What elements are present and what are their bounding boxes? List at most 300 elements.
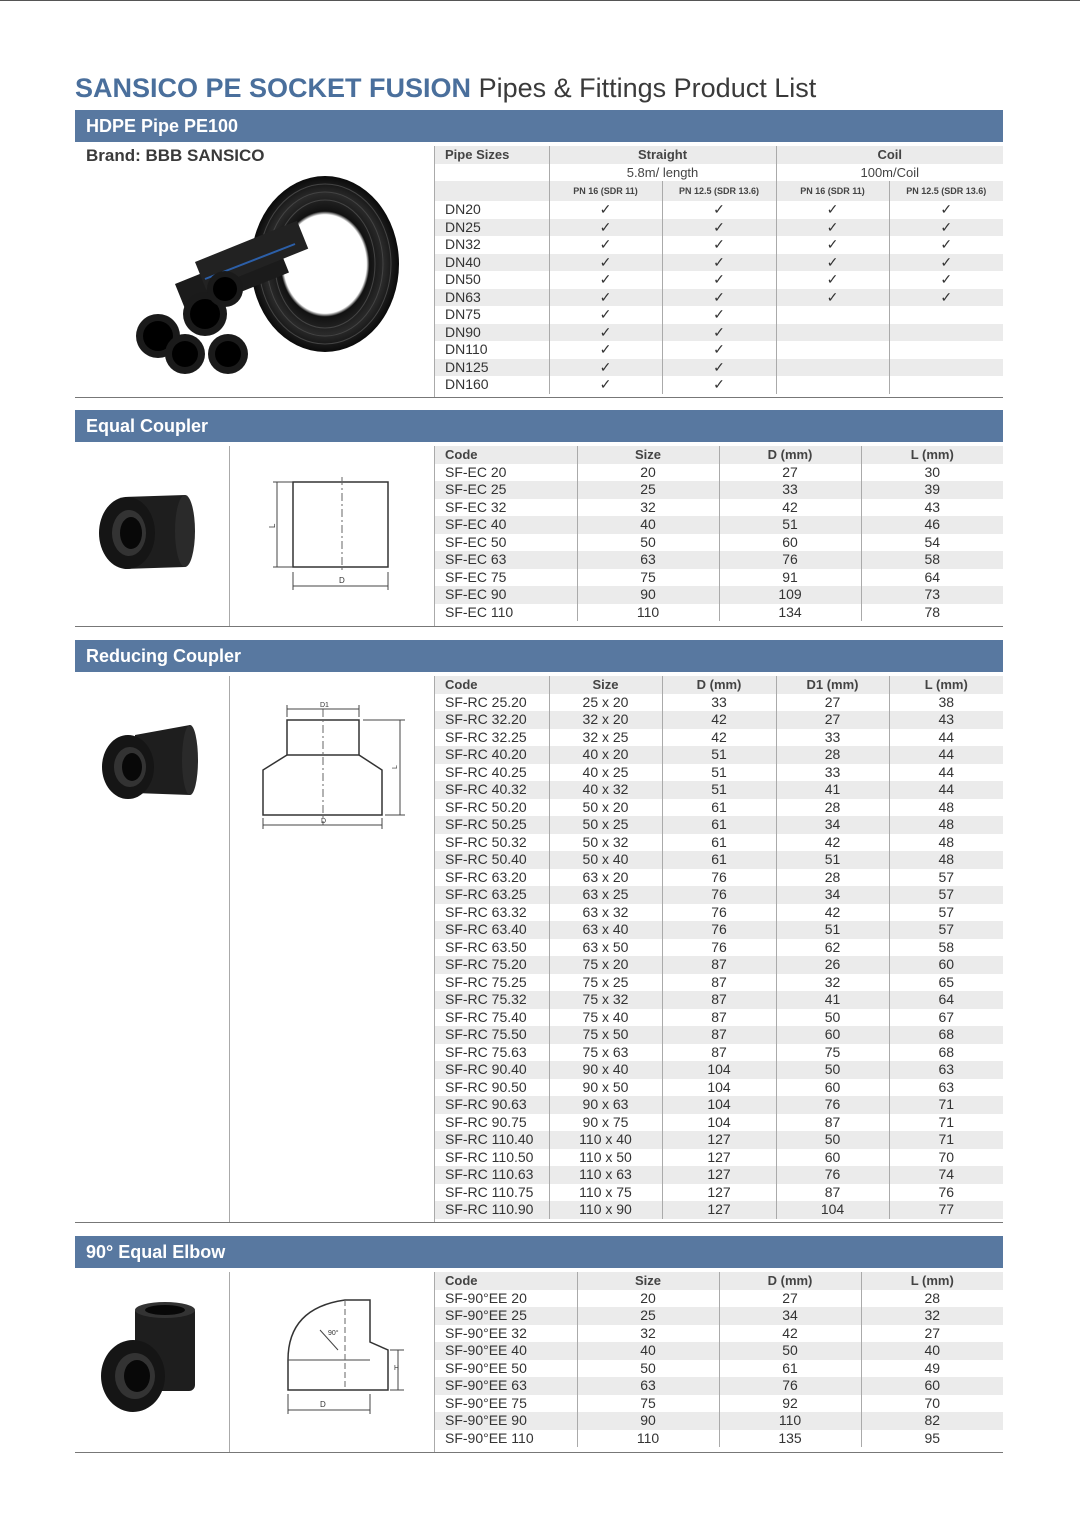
table-row xyxy=(435,1149,1003,1167)
check-icon: ✓ xyxy=(662,324,776,342)
section-header: 90° Equal Elbow xyxy=(75,1236,1003,1268)
table-row xyxy=(435,781,1003,799)
value-cell: 50 xyxy=(776,1009,889,1027)
value-cell: 127 xyxy=(662,1131,776,1149)
table-row xyxy=(435,1290,1003,1308)
empty-cell xyxy=(889,306,1003,324)
diagram-label-l: L xyxy=(392,765,399,769)
empty-cell xyxy=(889,324,1003,342)
value-cell: 87 xyxy=(662,956,776,974)
value-cell: 50 x 20 xyxy=(549,799,662,817)
divider xyxy=(434,146,435,397)
value-cell: 63 x 50 xyxy=(549,939,662,957)
table-row xyxy=(435,1131,1003,1149)
value-cell: 68 xyxy=(889,1044,1003,1062)
code-cell: SF-EC 32 xyxy=(445,498,507,515)
value-cell: 63 x 32 xyxy=(549,904,662,922)
value-cell: 60 xyxy=(889,956,1003,974)
table-row xyxy=(435,1325,1003,1343)
value-cell: 20 xyxy=(577,1290,719,1308)
value-cell: 27 xyxy=(776,711,889,729)
code-cell: SF-RC 32.25 xyxy=(445,728,527,745)
check-icon: ✓ xyxy=(662,359,776,377)
value-cell: 48 xyxy=(889,799,1003,817)
pipe-coil-photo xyxy=(125,164,405,379)
value-cell: 48 xyxy=(889,851,1003,869)
column-header: D (mm) xyxy=(719,446,861,464)
check-icon: ✓ xyxy=(549,376,662,394)
code-cell: SF-RC 32.20 xyxy=(435,711,549,729)
value-cell: 50 x 25 xyxy=(549,816,662,834)
value-cell: 63 xyxy=(889,1079,1003,1097)
value-cell: 42 xyxy=(719,1325,861,1343)
table-row xyxy=(435,711,1003,729)
code-cell: SF-RC 50.25 xyxy=(435,816,549,834)
column-header: L (mm) xyxy=(861,446,1003,464)
code-cell: SF-EC 25 xyxy=(435,481,577,499)
section-equal-coupler xyxy=(75,410,1003,627)
value-cell: 63 x 25 xyxy=(549,886,662,904)
value-cell: 33 xyxy=(719,481,861,499)
value-cell: 42 xyxy=(662,711,776,729)
value-cell: 109 xyxy=(719,586,861,604)
table-row xyxy=(435,376,1003,394)
empty-cell xyxy=(776,341,889,359)
value-cell: 78 xyxy=(861,604,1003,622)
value-cell: 32 xyxy=(861,1307,1003,1325)
check-icon: ✓ xyxy=(662,306,776,324)
diagram-label-d: D xyxy=(339,576,345,585)
table-row xyxy=(435,586,1003,604)
value-cell: 63 xyxy=(577,1377,719,1395)
value-cell: 32 x 20 xyxy=(549,711,662,729)
table-row xyxy=(435,1096,1003,1114)
equal-elbow-diagram xyxy=(270,1290,410,1430)
value-cell: 26 xyxy=(776,956,889,974)
value-cell: 34 xyxy=(719,1307,861,1325)
value-cell: 76 xyxy=(662,921,776,939)
value-cell: 42 xyxy=(662,729,776,747)
value-cell: 127 xyxy=(662,1149,776,1167)
value-cell: 34 xyxy=(776,886,889,904)
table-row xyxy=(435,359,1003,377)
code-cell: SF-90°EE 50 xyxy=(445,1359,527,1376)
divider xyxy=(229,1272,230,1452)
table-row xyxy=(435,464,1003,482)
diagram-label-angle: 90° xyxy=(328,1330,339,1337)
value-cell: 50 xyxy=(719,1342,861,1360)
pipe-size-cell: DN75 xyxy=(445,306,481,322)
table-row xyxy=(435,834,1003,852)
check-icon: ✓ xyxy=(776,289,889,307)
code-cell: SF-90°EE 20 xyxy=(445,1289,527,1306)
value-cell: 27 xyxy=(719,464,861,482)
pipe-size-cell: DN32 xyxy=(445,236,481,252)
code-cell: SF-90°EE 75 xyxy=(445,1394,527,1411)
value-cell: 20 xyxy=(577,464,719,482)
diagram-label-d: D xyxy=(321,818,327,825)
table-row xyxy=(435,991,1003,1009)
code-cell: SF-EC 90 xyxy=(435,586,577,604)
value-cell: 32 xyxy=(776,974,889,992)
brand-label: Brand: BBB SANSICO xyxy=(86,146,265,165)
value-cell: 46 xyxy=(861,516,1003,534)
code-cell: SF-RC 63.40 xyxy=(435,921,549,939)
value-cell: 75 xyxy=(577,1395,719,1413)
code-cell: SF-RC 63.20 xyxy=(445,868,527,885)
value-cell: 41 xyxy=(776,991,889,1009)
value-cell: 50 xyxy=(776,1061,889,1079)
value-cell: 42 xyxy=(776,904,889,922)
code-cell: SF-EC 75 xyxy=(445,568,507,585)
code-cell: SF-RC 110.63 xyxy=(435,1166,549,1184)
code-cell: SF-90°EE 25 xyxy=(435,1307,577,1325)
empty-cell xyxy=(776,306,889,324)
check-icon: ✓ xyxy=(776,201,889,219)
table-row xyxy=(435,1430,1003,1448)
value-cell: 50 x 32 xyxy=(549,834,662,852)
code-cell: SF-RC 63.32 xyxy=(445,903,527,920)
pipe-size-cell: DN25 xyxy=(435,219,549,237)
value-cell: 58 xyxy=(889,939,1003,957)
value-cell: 60 xyxy=(861,1377,1003,1395)
table-row xyxy=(435,569,1003,587)
column-header: D (mm) xyxy=(719,1272,861,1290)
table-row xyxy=(435,1061,1003,1079)
table-row xyxy=(435,516,1003,534)
code-cell: SF-RC 50.40 xyxy=(435,851,549,869)
value-cell: 60 xyxy=(776,1149,889,1167)
code-cell: SF-RC 50.20 xyxy=(445,798,527,815)
value-cell: 76 xyxy=(889,1184,1003,1202)
value-cell: 50 xyxy=(577,1360,719,1378)
value-cell: 92 xyxy=(719,1395,861,1413)
value-cell: 49 xyxy=(861,1360,1003,1378)
value-cell: 76 xyxy=(662,939,776,957)
table-row xyxy=(435,764,1003,782)
code-cell: SF-RC 75.50 xyxy=(435,1026,549,1044)
table-row xyxy=(435,551,1003,569)
check-icon: ✓ xyxy=(549,289,662,307)
code-cell: SF-RC 110.50 xyxy=(445,1148,534,1165)
value-cell: 110 x 40 xyxy=(549,1131,662,1149)
empty-cell xyxy=(889,376,1003,394)
check-icon: ✓ xyxy=(549,201,662,219)
check-icon: ✓ xyxy=(889,219,1003,237)
pipe-size-cell: DN110 xyxy=(445,341,488,357)
pn125-coil: PN 12.5 (SDR 13.6) xyxy=(889,181,1003,201)
value-cell: 51 xyxy=(662,781,776,799)
value-cell: 25 x 20 xyxy=(549,694,662,712)
value-cell: 65 xyxy=(889,974,1003,992)
table-row xyxy=(435,1377,1003,1395)
code-cell: SF-RC 90.50 xyxy=(445,1078,527,1095)
value-cell: 57 xyxy=(889,886,1003,904)
table-row xyxy=(435,1412,1003,1430)
code-cell: SF-EC 110 xyxy=(445,603,514,620)
value-cell: 27 xyxy=(776,694,889,712)
table-row xyxy=(435,1166,1003,1184)
check-icon: ✓ xyxy=(549,236,662,254)
code-cell: SF-RC 75.32 xyxy=(435,991,549,1009)
code-cell: SF-EC 20 xyxy=(445,463,507,480)
value-cell: 51 xyxy=(776,851,889,869)
pipe-size-cell: DN40 xyxy=(435,254,549,272)
table-row xyxy=(435,324,1003,342)
table-row xyxy=(435,1026,1003,1044)
pipe-sizes-header: Pipe Sizes xyxy=(435,146,549,164)
value-cell: 75 x 40 xyxy=(549,1009,662,1027)
value-cell: 51 xyxy=(662,764,776,782)
value-cell: 90 x 40 xyxy=(549,1061,662,1079)
table-row xyxy=(435,219,1003,237)
value-cell: 110 xyxy=(577,604,719,622)
equal-coupler-table xyxy=(435,446,1003,621)
table-row xyxy=(435,1395,1003,1413)
column-header: Size xyxy=(577,1272,719,1290)
value-cell: 25 xyxy=(577,481,719,499)
table-row xyxy=(435,694,1003,712)
top-rule xyxy=(0,0,1080,1)
value-cell: 51 xyxy=(776,921,889,939)
diagram-label-l: L xyxy=(268,523,277,528)
pipe-size-cell: DN125 xyxy=(435,359,549,377)
straight-header: Straight xyxy=(549,146,776,164)
check-icon: ✓ xyxy=(889,254,1003,272)
value-cell: 77 xyxy=(889,1201,1003,1219)
value-cell: 33 xyxy=(662,694,776,712)
code-cell: SF-EC 63 xyxy=(435,551,577,569)
value-cell: 90 xyxy=(577,1412,719,1430)
column-header: Code xyxy=(435,446,577,464)
table-row xyxy=(435,816,1003,834)
value-cell: 75 x 32 xyxy=(549,991,662,1009)
pipe-sizes-table xyxy=(435,146,1003,394)
pipe-size-cell: DN20 xyxy=(445,201,481,217)
value-cell: 63 x 40 xyxy=(549,921,662,939)
table-row xyxy=(435,534,1003,552)
table-row xyxy=(435,1009,1003,1027)
value-cell: 43 xyxy=(861,499,1003,517)
value-cell: 75 xyxy=(577,569,719,587)
table-row xyxy=(435,974,1003,992)
code-cell: SF-RC 75.40 xyxy=(445,1008,527,1025)
column-header: Code xyxy=(435,676,549,694)
reducing-coupler-table xyxy=(435,676,1003,1219)
value-cell: 75 x 25 xyxy=(549,974,662,992)
value-cell: 57 xyxy=(889,904,1003,922)
value-cell: 87 xyxy=(662,1009,776,1027)
value-cell: 61 xyxy=(662,816,776,834)
value-cell: 82 xyxy=(861,1412,1003,1430)
check-icon: ✓ xyxy=(549,306,662,324)
reducing-coupler-diagram xyxy=(255,697,415,832)
value-cell: 71 xyxy=(889,1096,1003,1114)
value-cell: 60 xyxy=(776,1079,889,1097)
code-cell: SF-90°EE 90 xyxy=(435,1412,577,1430)
check-icon: ✓ xyxy=(662,376,776,394)
table-row xyxy=(435,1044,1003,1062)
code-cell: SF-RC 90.63 xyxy=(435,1096,549,1114)
column-header: Size xyxy=(549,676,662,694)
value-cell: 42 xyxy=(776,834,889,852)
code-cell: SF-RC 110.40 xyxy=(435,1131,549,1149)
coil-subheader: 100m/Coil xyxy=(776,164,1003,182)
table-row xyxy=(435,1184,1003,1202)
check-icon: ✓ xyxy=(662,201,776,219)
check-icon: ✓ xyxy=(776,236,889,254)
empty-cell xyxy=(776,376,889,394)
code-cell: SF-RC 90.40 xyxy=(435,1061,549,1079)
value-cell: 58 xyxy=(861,551,1003,569)
value-cell: 87 xyxy=(662,1026,776,1044)
code-cell: SF-RC 90.75 xyxy=(445,1113,527,1130)
value-cell: 76 xyxy=(776,1166,889,1184)
code-cell: SF-RC 40.20 xyxy=(435,746,549,764)
title-rest: Pipes & Fittings Product List xyxy=(478,73,817,103)
table-row xyxy=(435,1342,1003,1360)
equal-coupler-diagram xyxy=(265,472,405,602)
value-cell: 61 xyxy=(719,1360,861,1378)
code-cell: SF-RC 75.20 xyxy=(435,956,549,974)
value-cell: 90 x 63 xyxy=(549,1096,662,1114)
value-cell: 40 x 20 xyxy=(549,746,662,764)
value-cell: 51 xyxy=(719,516,861,534)
value-cell: 91 xyxy=(719,569,861,587)
value-cell: 61 xyxy=(662,834,776,852)
table-row xyxy=(435,1079,1003,1097)
value-cell: 110 xyxy=(719,1412,861,1430)
table-row xyxy=(435,1360,1003,1378)
value-cell: 38 xyxy=(889,694,1003,712)
value-cell: 90 x 50 xyxy=(549,1079,662,1097)
value-cell: 28 xyxy=(776,799,889,817)
check-icon: ✓ xyxy=(549,341,662,359)
value-cell: 64 xyxy=(861,569,1003,587)
value-cell: 40 x 25 xyxy=(549,764,662,782)
code-cell: SF-RC 40.25 xyxy=(445,763,527,780)
divider xyxy=(229,446,230,626)
value-cell: 34 xyxy=(776,816,889,834)
divider xyxy=(229,676,230,1222)
check-icon: ✓ xyxy=(889,201,1003,219)
value-cell: 76 xyxy=(776,1096,889,1114)
value-cell: 60 xyxy=(776,1026,889,1044)
code-cell: SF-RC 63.50 xyxy=(445,938,527,955)
value-cell: 76 xyxy=(719,551,861,569)
code-cell: SF-RC 110.75 xyxy=(445,1183,534,1200)
check-icon: ✓ xyxy=(549,359,662,377)
section-equal-elbow xyxy=(75,1236,1003,1453)
page-title xyxy=(75,73,816,104)
table-row xyxy=(435,289,1003,307)
value-cell: 41 xyxy=(776,781,889,799)
value-cell: 110 x 63 xyxy=(549,1166,662,1184)
code-cell: SF-RC 75.25 xyxy=(445,973,527,990)
check-icon: ✓ xyxy=(889,236,1003,254)
column-header: L (mm) xyxy=(889,676,1003,694)
empty-cell xyxy=(776,324,889,342)
value-cell: 87 xyxy=(662,991,776,1009)
table-row xyxy=(435,956,1003,974)
pipe-size-cell: DN90 xyxy=(435,324,549,342)
code-cell: SF-EC 40 xyxy=(435,516,577,534)
section-header: Reducing Coupler xyxy=(75,640,1003,672)
pipe-size-cell: DN160 xyxy=(445,376,489,392)
value-cell: 75 x 50 xyxy=(549,1026,662,1044)
value-cell: 64 xyxy=(889,991,1003,1009)
value-cell: 50 xyxy=(577,534,719,552)
value-cell: 43 xyxy=(889,711,1003,729)
check-icon: ✓ xyxy=(776,219,889,237)
value-cell: 76 xyxy=(662,904,776,922)
value-cell: 74 xyxy=(889,1166,1003,1184)
check-icon: ✓ xyxy=(889,289,1003,307)
check-icon: ✓ xyxy=(662,236,776,254)
value-cell: 68 xyxy=(889,1026,1003,1044)
value-cell: 110 x 50 xyxy=(549,1149,662,1167)
table-row xyxy=(435,341,1003,359)
table-row xyxy=(435,746,1003,764)
value-cell: 71 xyxy=(889,1114,1003,1132)
value-cell: 76 xyxy=(719,1377,861,1395)
column-header: D (mm) xyxy=(662,676,776,694)
value-cell: 40 xyxy=(577,516,719,534)
table-row xyxy=(435,201,1003,219)
diagram-label-d: D xyxy=(320,1400,326,1409)
equal-coupler-photo xyxy=(95,487,220,582)
value-cell: 63 x 20 xyxy=(549,869,662,887)
check-icon: ✓ xyxy=(776,254,889,272)
value-cell: 28 xyxy=(861,1290,1003,1308)
value-cell: 51 xyxy=(662,746,776,764)
code-cell: SF-RC 40.32 xyxy=(435,781,549,799)
value-cell: 110 xyxy=(577,1430,719,1448)
value-cell: 57 xyxy=(889,869,1003,887)
code-cell: SF-90°EE 40 xyxy=(435,1342,577,1360)
value-cell: 27 xyxy=(861,1325,1003,1343)
pn16-coil: PN 16 (SDR 11) xyxy=(776,181,889,201)
table-row xyxy=(435,1114,1003,1132)
value-cell: 63 xyxy=(889,1061,1003,1079)
value-cell: 30 xyxy=(861,464,1003,482)
code-cell: SF-RC 110.90 xyxy=(435,1201,549,1219)
table-row xyxy=(435,499,1003,517)
value-cell: 44 xyxy=(889,781,1003,799)
empty-cell xyxy=(889,359,1003,377)
check-icon: ✓ xyxy=(549,219,662,237)
value-cell: 95 xyxy=(861,1430,1003,1448)
check-icon: ✓ xyxy=(889,271,1003,289)
pipe-size-cell: DN50 xyxy=(445,271,481,287)
value-cell: 104 xyxy=(662,1061,776,1079)
table-row xyxy=(435,886,1003,904)
value-cell: 62 xyxy=(776,939,889,957)
check-icon: ✓ xyxy=(662,289,776,307)
diagram-label-h: H xyxy=(394,1365,400,1372)
column-header: L (mm) xyxy=(861,1272,1003,1290)
table-row xyxy=(435,604,1003,622)
value-cell: 60 xyxy=(719,534,861,552)
code-cell: SF-90°EE 63 xyxy=(435,1377,577,1395)
value-cell: 32 x 25 xyxy=(549,729,662,747)
table-row xyxy=(435,236,1003,254)
value-cell: 104 xyxy=(662,1079,776,1097)
pn125-straight: PN 12.5 (SDR 13.6) xyxy=(662,181,776,201)
check-icon: ✓ xyxy=(662,341,776,359)
value-cell: 42 xyxy=(719,499,861,517)
value-cell: 33 xyxy=(776,729,889,747)
